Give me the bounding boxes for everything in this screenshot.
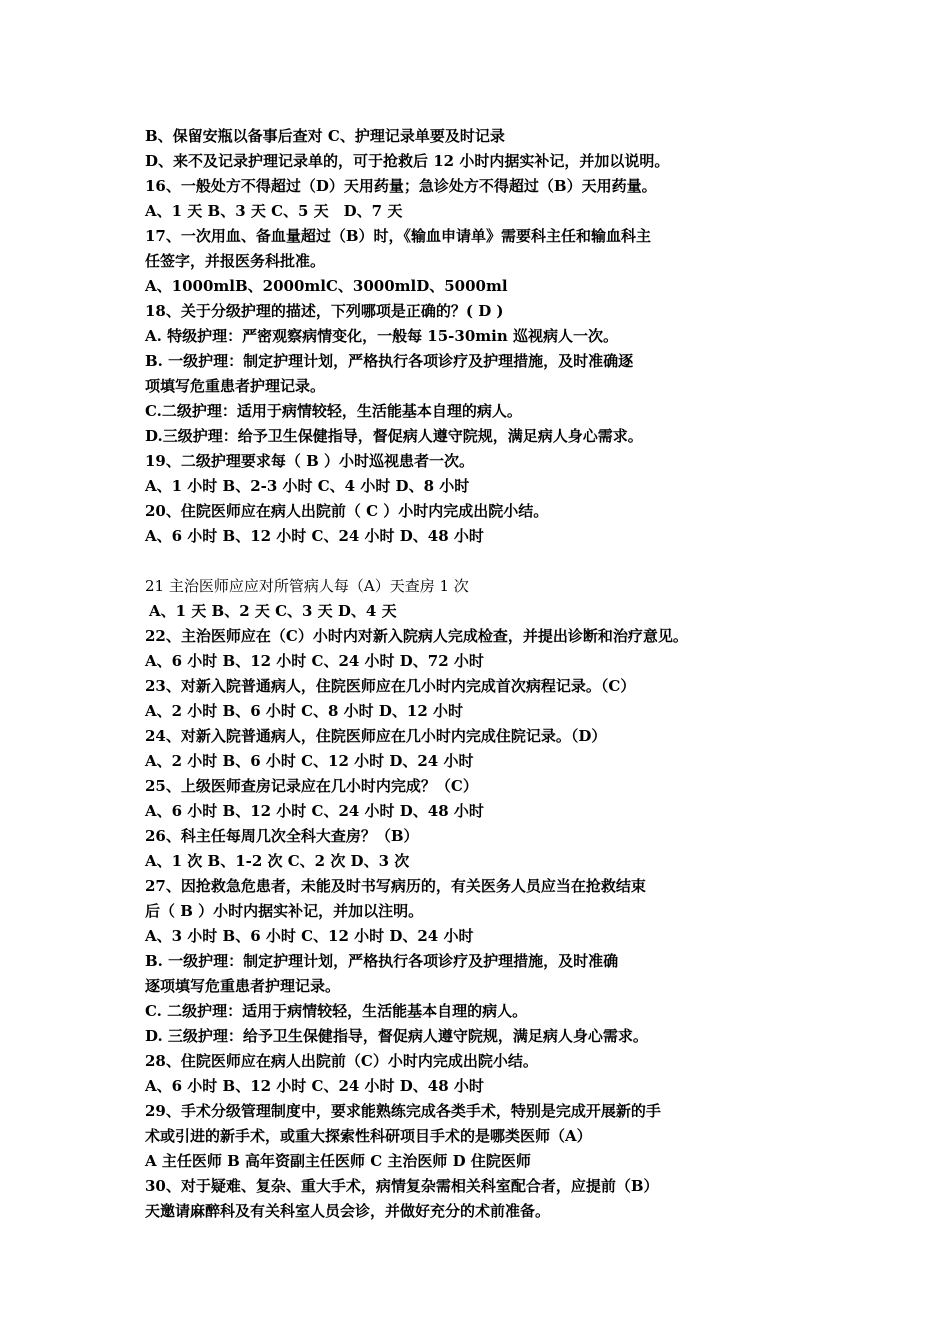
text-line: 19、二级护理要求每（ B ）小时巡视患者一次。 bbox=[145, 452, 474, 470]
text-line: 后（ B ）小时内据实补记，并加以注明。 bbox=[145, 902, 424, 920]
text-line: 21 主治医师应应对所管病人每（A）天查房 1 次 bbox=[145, 577, 469, 595]
text-line: 任签字，并报医务科批准。 bbox=[145, 252, 326, 270]
text-line: 20、住院医师应在病人出院前（ C ）小时内完成出院小结。 bbox=[145, 502, 549, 520]
text-line: 27、因抢救急危患者，未能及时书写病历的，有关医务人员应当在抢救结束 bbox=[145, 877, 646, 895]
text-line: A、1 天 B、3 天 C、5 天 D、7 天 bbox=[145, 202, 403, 220]
text-line: A、6 小时 B、12 小时 C、24 小时 D、48 小时 bbox=[145, 1077, 484, 1095]
text-line: 天邀请麻醉科及有关科室人员会诊，并做好充分的术前准备。 bbox=[145, 1202, 551, 1220]
text-line: 23、对新入院普通病人，住院医师应在几小时内完成首次病程记录。（C） bbox=[145, 677, 636, 695]
text-line: D、来不及记录护理记录单的，可于抢救后 12 小时内据实补记，并加以说明。 bbox=[145, 152, 670, 170]
text-line: 26、科主任每周几次全科大查房？（B） bbox=[145, 827, 419, 845]
text-line: A、6 小时 B、12 小时 C、24 小时 D、48 小时 bbox=[145, 802, 484, 820]
text-line: 17、一次用血、备血量超过（B）时，《输血申请单》需要科主任和输血科主 bbox=[145, 227, 652, 245]
text-line: A、1 次 B、1-2 次 C、2 次 D、3 次 bbox=[145, 852, 410, 870]
text-line: B、保留安瓶以备事后查对 C、护理记录单要及时记录 bbox=[145, 127, 505, 145]
text-line: 术或引进的新手术，或重大探索性科研项目手术的是哪类医师（A） bbox=[145, 1127, 592, 1145]
text-line: A、1 天 B、2 天 C、3 天 D、4 天 bbox=[149, 602, 397, 620]
text-line: A、2 小时 B、6 小时 C、12 小时 D、24 小时 bbox=[145, 752, 474, 770]
text-line: B. 一级护理：制定护理计划，严格执行各项诊疗及护理措施，及时准确逐 bbox=[145, 352, 634, 370]
text-line: A、1000mlB、2000mlC、3000mlD、5000ml bbox=[145, 277, 508, 295]
text-line: C. 二级护理：适用于病情较轻，生活能基本自理的病人。 bbox=[145, 1002, 528, 1020]
text-line: A 主任医师 B 高年资副主任医师 C 主治医师 D 住院医师 bbox=[145, 1152, 531, 1170]
text-line: C.二级护理：适用于病情较轻，生活能基本自理的病人。 bbox=[145, 402, 522, 420]
text-line: 项填写危重患者护理记录。 bbox=[145, 377, 326, 395]
text-line: 25、上级医师查房记录应在几小时内完成？（C） bbox=[145, 777, 478, 795]
text-line: A、6 小时 B、12 小时 C、24 小时 D、72 小时 bbox=[145, 652, 484, 670]
text-line: A、3 小时 B、6 小时 C、12 小时 D、24 小时 bbox=[145, 927, 474, 945]
text-line: D.三级护理：给予卫生保健指导，督促病人遵守院规，满足病人身心需求。 bbox=[145, 427, 643, 445]
text-line: A、6 小时 B、12 小时 C、24 小时 D、48 小时 bbox=[145, 527, 484, 545]
text-line: A、2 小时 B、6 小时 C、8 小时 D、12 小时 bbox=[145, 702, 464, 720]
text-line: 29、手术分级管理制度中，要求能熟练完成各类手术，特别是完成开展新的手 bbox=[145, 1102, 661, 1120]
text-line: 24、对新入院普通病人，住院医师应在几小时内完成住院记录。（D） bbox=[145, 727, 607, 745]
text-line: B. 一级护理：制定护理计划，严格执行各项诊疗及护理措施，及时准确 bbox=[145, 952, 619, 970]
text-line: 18、关于分级护理的描述，下列哪项是正确的？( D ) bbox=[145, 302, 504, 320]
text-line: 16、一般处方不得超过（D）天用药量；急诊处方不得超过（B）天用药量。 bbox=[145, 177, 657, 195]
text-line: D. 三级护理：给予卫生保健指导，督促病人遵守院规，满足病人身心需求。 bbox=[145, 1027, 648, 1045]
text-line: A. 特级护理：严密观察病情变化，一般每 15-30min 巡视病人一次。 bbox=[145, 327, 618, 345]
text-line: 逐项填写危重患者护理记录。 bbox=[145, 977, 341, 995]
text-line: 30、对于疑难、复杂、重大手术，病情复杂需相关科室配合者，应提前（B） bbox=[145, 1177, 659, 1195]
text-line: 22、主治医师应在（C）小时内对新入院病人完成检查，并提出诊断和治疗意见。 bbox=[145, 627, 688, 645]
text-line: A、1 小时 B、2-3 小时 C、4 小时 D、8 小时 bbox=[145, 477, 470, 495]
text-line: 28、住院医师应在病人出院前（C）小时内完成出院小结。 bbox=[145, 1052, 538, 1070]
